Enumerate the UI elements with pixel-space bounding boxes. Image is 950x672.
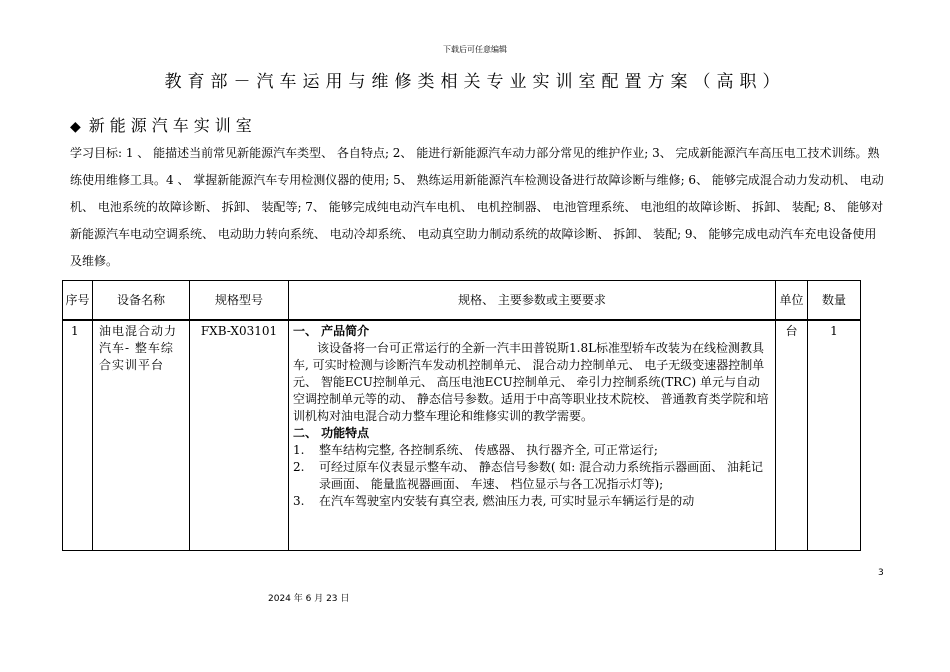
header-spec: 规格、 主要参数或主要要求 bbox=[289, 281, 776, 321]
feature-item bbox=[293, 459, 771, 493]
header-unit: 单位 bbox=[776, 281, 808, 321]
cell-spec bbox=[289, 320, 776, 551]
header-name: 设备名称 bbox=[93, 281, 190, 321]
feature-text: 可经过原车仪表显示整车动、 静态信号参数( 如: 混合动力系统指示器画面、 油耗记录画面、 能量监视器画面、 车速、 档位显示与各工况指示灯等); bbox=[319, 460, 763, 491]
cell-name: 油电混合动力汽车- 整车综合实训平台 bbox=[93, 320, 190, 551]
equipment-table bbox=[62, 280, 861, 551]
cell-no: 1 bbox=[63, 320, 93, 551]
feature-text: 在汽车驾驶室内安装有真空表, 燃油压力表, 可实时显示车辆运行是的动 bbox=[319, 494, 695, 508]
header-model: 规格型号 bbox=[190, 281, 289, 321]
feature-text: 整车结构完整, 各控制系统、 传感器、 执行器齐全, 可正常运行; bbox=[319, 443, 658, 457]
spec-intro-text: 该设备将一台可正常运行的全新一汽丰田普锐斯1.8L标准型轿车改装为在线检测教具车, 可实时检测与诊断汽车发动机控制单元、 混合动力控制单元、 电子无级变速器控制单元、 智能ECU控制单元、 高压电池ECU控制单元、 牵引力控制系统(TRC) 单元与自动空调控制单元等的动、 静态信号参数。适用于中高等职业技术院校、 普通教育类学院和培训机构对油电混合动力整车理论和维修实训的教学需要。 bbox=[293, 341, 769, 423]
feature-item bbox=[293, 493, 771, 510]
footer-date: 2024 年 6 月 23 日 bbox=[268, 594, 350, 604]
header-note: 下载后可任意编辑 bbox=[443, 45, 507, 54]
feature-num: 3. bbox=[293, 494, 305, 508]
cell-unit: 台 bbox=[776, 320, 808, 551]
learning-objectives: 学习目标: 1 、 能描述当前常见新能源汽车类型、 各自特点; 2、 能进行新能源汽车动力部分常见的维护作业; 3、 完成新能源汽车高压电工技术训练。熟练使用维修工具。4 、 掌握新能源汽车专用检测仪器的使用; 5、 熟练运用新能源汽车检测设备进行故障诊断与维修; 6、 能够完成混合动力发动机、 电动机、 电池系统的故障诊断、 拆卸、 装配等; 7、 能够完成纯电动汽车电机、 电机控制器、 电池管理系统、 电池组的故障诊断、 拆卸、 装配; 8、 能够对新能源汽车电动空调系统、 电动助力转向系统、 电动冷却系统、 电动真空助力制动系统的故障诊断、 拆卸、 装配; 9、 能够完成电动汽车充电设备使用及维修。 bbox=[70, 146, 884, 268]
section-heading bbox=[70, 113, 257, 136]
diamond-bullet-icon: ◆ bbox=[70, 119, 81, 135]
document-title: 教育部－汽车运用与维修类相关专业实训室配置方案（高职） bbox=[164, 72, 786, 92]
cell-qty: 1 bbox=[808, 320, 861, 551]
feature-item bbox=[293, 442, 771, 459]
header-no: 序号 bbox=[63, 281, 93, 321]
table-row bbox=[63, 320, 861, 551]
page-number: 3 bbox=[878, 568, 884, 578]
table-header-row bbox=[63, 281, 861, 321]
spec-intro-heading: 一、 产品简介 bbox=[293, 324, 370, 338]
spec-features-heading: 二、 功能特点 bbox=[293, 426, 370, 440]
cell-model: FXB-X03101 bbox=[190, 320, 289, 551]
header-qty: 数量 bbox=[808, 281, 861, 321]
section-heading-text: 新能源汽车实训室 bbox=[88, 116, 257, 135]
feature-num: 1. bbox=[293, 443, 305, 457]
feature-num: 2. bbox=[293, 460, 305, 474]
